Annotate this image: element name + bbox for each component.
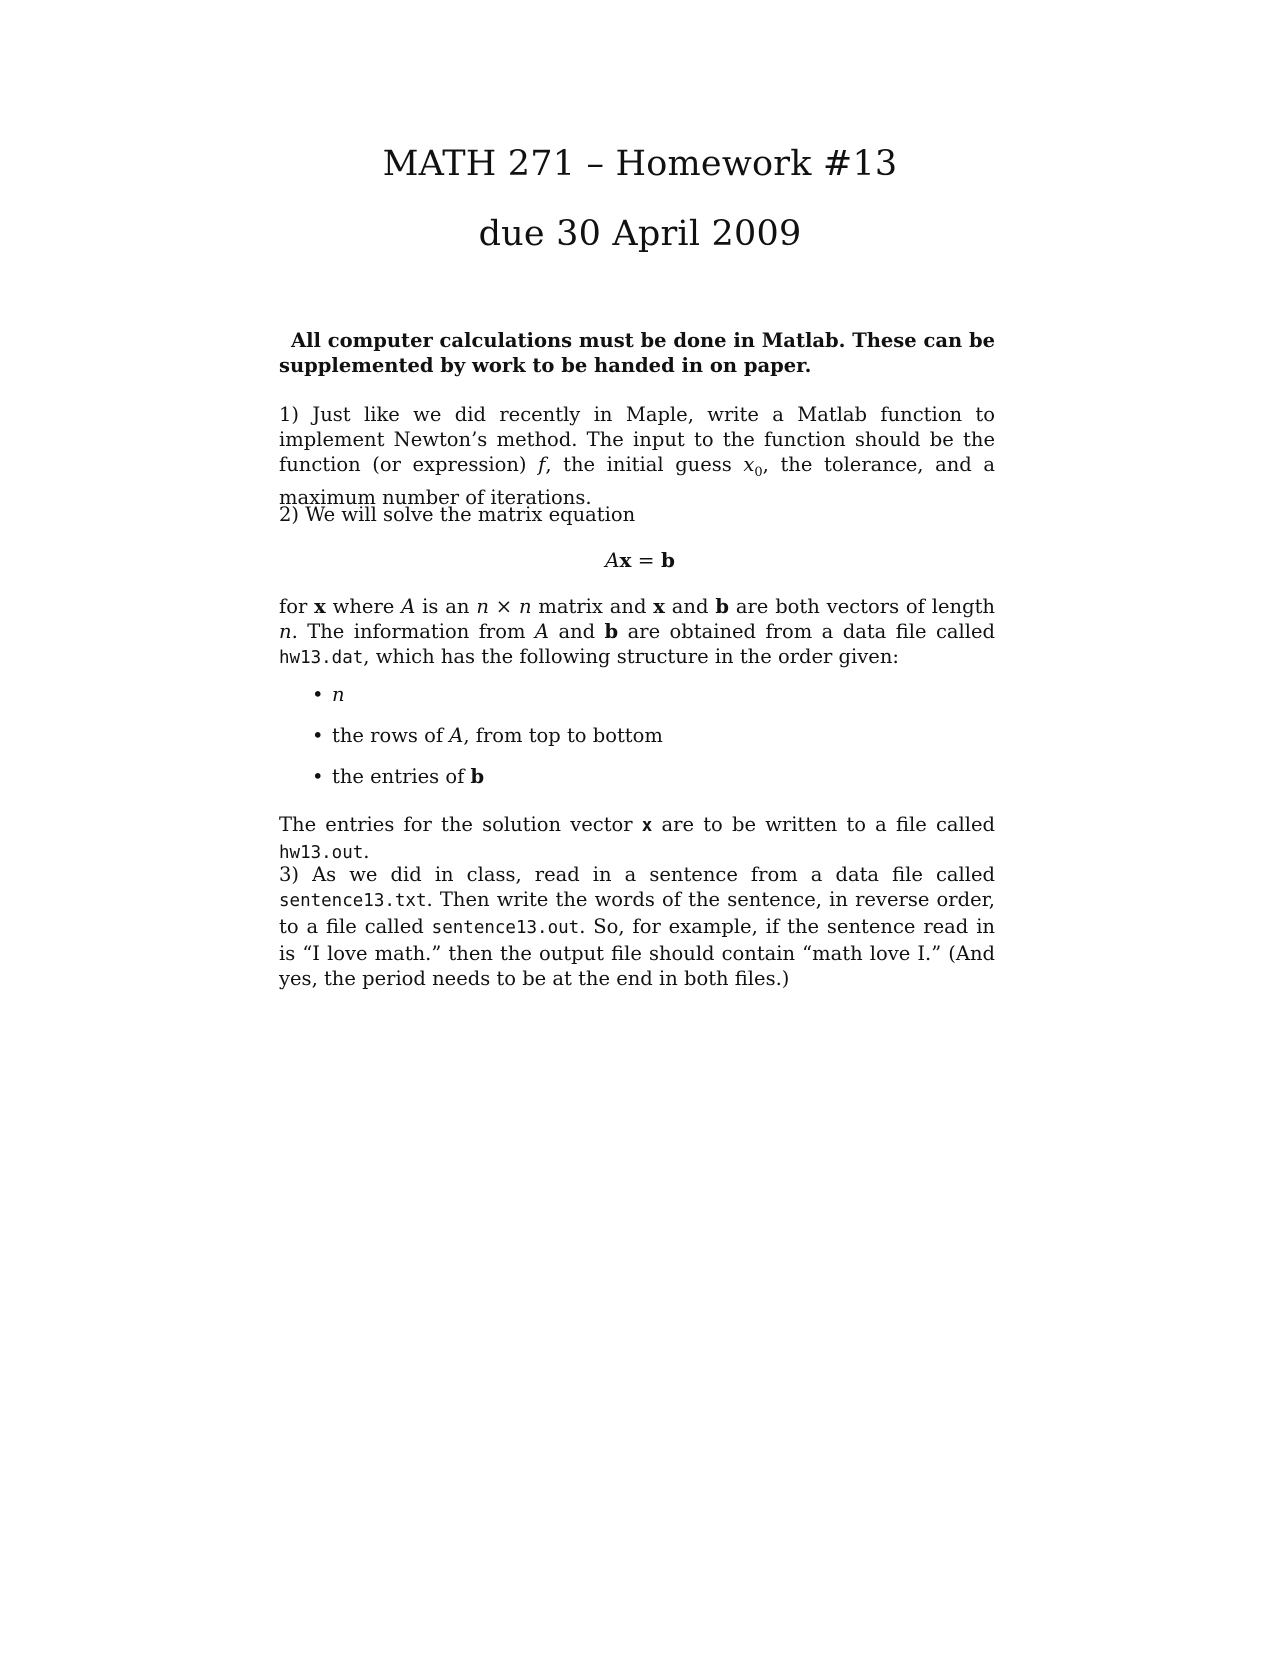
problem-2-intro: 2) We will solve the matrix equation	[279, 503, 636, 526]
problem-1-text: , the initial guess	[545, 453, 744, 476]
instructions-notice: All computer calculations must be done in Matlab. These can be supplemented by work to be handed in on paper.	[279, 329, 995, 377]
list-item	[312, 723, 912, 764]
eq-vector-x: x	[619, 548, 632, 572]
text-run: the rows of	[332, 724, 450, 747]
text-run: is an	[415, 595, 477, 618]
vector-b: b	[604, 620, 619, 643]
filename-sentence13-out: sentence13.out	[431, 918, 580, 938]
bullet-icon: •	[312, 765, 324, 788]
eq-matrix-a: A	[605, 548, 620, 572]
text-run: . So, for example, if the sentence read in is “I love math.” then the output file should contain “math love I.” (And yes, the period needs to be at the end in both files.)	[279, 915, 995, 990]
list-item	[312, 764, 912, 805]
file-structure-list	[312, 682, 912, 805]
text-run: and	[664, 595, 716, 618]
text-run: , which has the following structure in the order given:	[363, 645, 899, 668]
vector-b: b	[715, 595, 729, 618]
vector-x: x	[641, 816, 653, 836]
filename-sentence13-txt: sentence13.txt	[279, 891, 427, 911]
problem-1-text: 1) Just like we did recently in Maple, write a Matlab function to implement Newton’s method. The input to the function should be the function (or expression)	[279, 403, 995, 476]
var-n: n	[518, 595, 532, 618]
text-run: where	[325, 595, 402, 618]
text-run: . Then write the words of the sentence, in reverse order, to a file called	[279, 888, 995, 938]
problem-2-body	[279, 594, 995, 671]
text-run: .	[363, 840, 370, 863]
text-run: 3) As we did in class, read in a sentence from a data file called	[279, 863, 995, 886]
problem-2-output	[279, 812, 995, 866]
filename-hw13-dat: hw13.dat	[279, 648, 364, 668]
matrix-equation	[0, 548, 1280, 572]
text-run: the entries of	[332, 765, 471, 788]
eq-vector-b: b	[660, 548, 675, 572]
problem-3	[279, 862, 995, 991]
text-run: are both vectors of length	[728, 595, 995, 618]
var-n: n	[279, 620, 292, 643]
var-f: f	[538, 453, 546, 476]
var-n: n	[332, 683, 345, 706]
text-run: for	[279, 595, 315, 618]
text-run: The entries for the solution vector	[279, 813, 642, 836]
bullet-icon: •	[312, 683, 324, 706]
text-run: . The information from	[291, 620, 535, 643]
problem-1-text: , the tolerance, and a maximum number of iterations.	[279, 453, 995, 509]
vector-b: b	[470, 765, 485, 788]
vector-x: x	[653, 595, 665, 618]
text-run: are obtained from a data file called	[618, 620, 995, 643]
text-run: , from top to bottom	[463, 724, 663, 747]
subscript-zero: 0	[754, 464, 763, 480]
var-x: x	[743, 453, 755, 476]
vector-x: x	[314, 595, 326, 618]
due-date: due 30 April 2009	[478, 214, 802, 254]
matrix-a: A	[534, 620, 550, 643]
eq-operator: =	[631, 548, 661, 572]
matrix-a: A	[449, 724, 464, 747]
document-title: MATH 271 – Homework #13	[382, 144, 898, 184]
filename-hw13-out: hw13.out	[279, 843, 364, 863]
times-symbol: ×	[488, 595, 519, 618]
bullet-icon: •	[312, 724, 324, 747]
text-run: and	[549, 620, 605, 643]
var-n: n	[476, 595, 489, 618]
matrix-a: A	[401, 595, 416, 618]
list-item	[312, 682, 912, 723]
problem-1	[279, 402, 995, 510]
text-run: are to be written to a file called	[652, 813, 995, 836]
text-run: matrix and	[531, 595, 654, 618]
